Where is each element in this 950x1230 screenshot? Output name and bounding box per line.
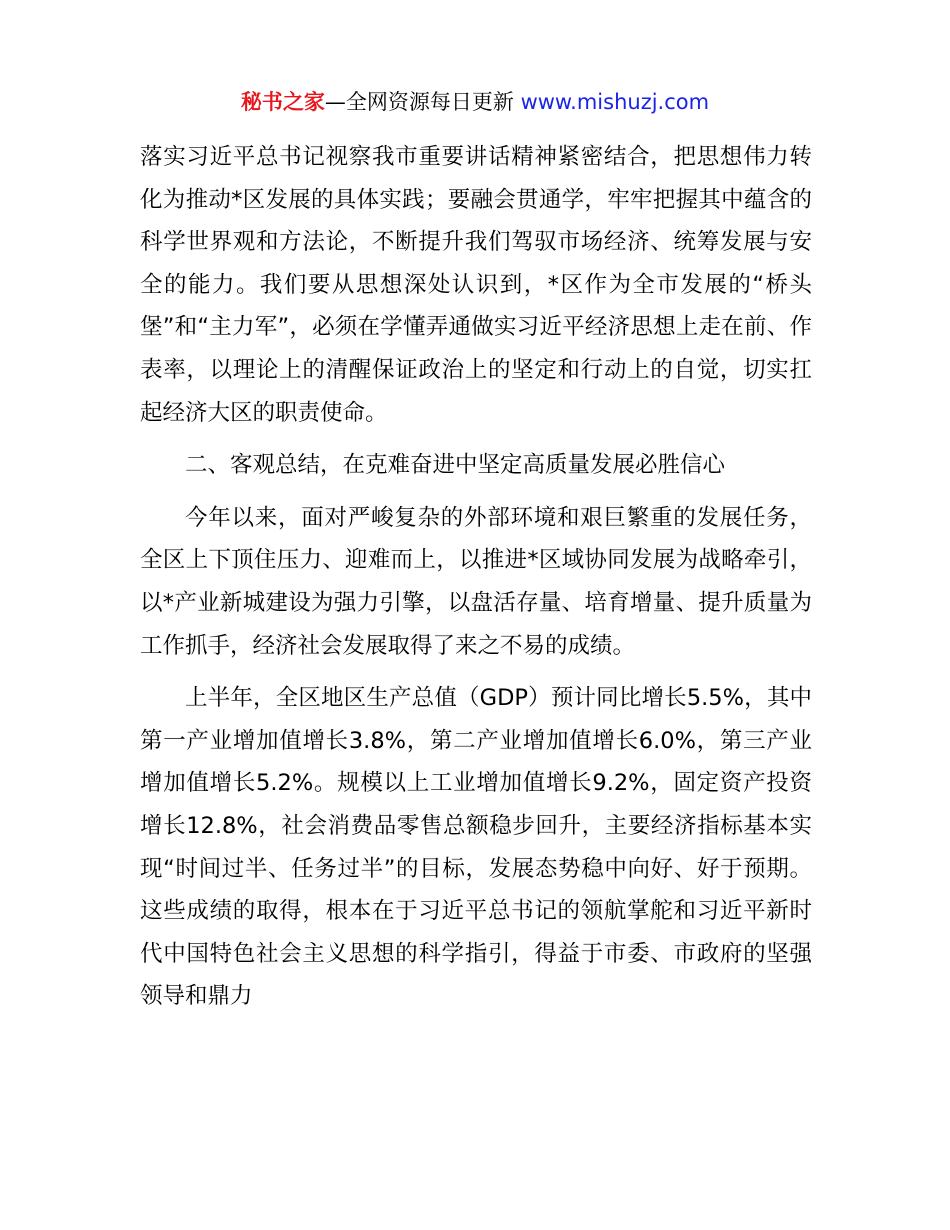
- paragraph-continuation: 落实习近平总书记视察我市重要讲话精神紧密结合，把思想伟力转化为推动*区发展的具体实践；要融会贯通学，牢牢把握其中蕴含的科学世界观和方法论，不断提升我们驾驭市场经济、统筹发展与安全的能力。我们要从思想深处认识到，*区作为全市发展的“桥头堡”和“主力军”，必须在学懂弄通做实习近平经济思想上走在前、作表率，以理论上的清醒保证政治上的坚定和行动上的自觉，切实扛起经济大区的职责使命。: [140, 144, 812, 426]
- header-tagline: —全网资源每日更新: [324, 90, 514, 114]
- site-url-link[interactable]: www.mishuzj.com: [520, 90, 710, 114]
- document-body: [140, 136, 812, 1018]
- section-heading: 二、客观总结，在克难奋进中坚定高质量发展必胜信心: [185, 452, 726, 479]
- brand-name: 秘书之家: [240, 90, 325, 114]
- paragraph-overview: 今年以来，面对严峻复杂的外部环境和艰巨繁重的发展任务，全区上下顶住压力、迎难而上，以推进*区域协同发展为战略牵引，以*产业新城建设为强力引擎，以盘活存量、培育增量、提升质量为工作抓手，经济社会发展取得了来之不易的成绩。: [140, 504, 812, 659]
- paragraph-statistics: 上半年，全区地区生产总值（GDP）预计同比增长5.5%，其中第一产业增加值增长3.8%，第二产业增加值增长6.0%，第三产业增加值增长5.2%。规模以上工业增加值增长9.2%，固定资产投资增长12.8%，社会消费品零售总额稳步回升，主要经济指标基本实现“时间过半、任务过半”的目标，发展态势稳中向好、好于预期。这些成绩的取得，根本在于习近平总书记的领航掌舵和习近平新时代中国特色社会主义思想的科学指引，得益于市委、市政府的坚强领导和鼎力: [140, 685, 812, 1010]
- site-header: [0, 86, 950, 118]
